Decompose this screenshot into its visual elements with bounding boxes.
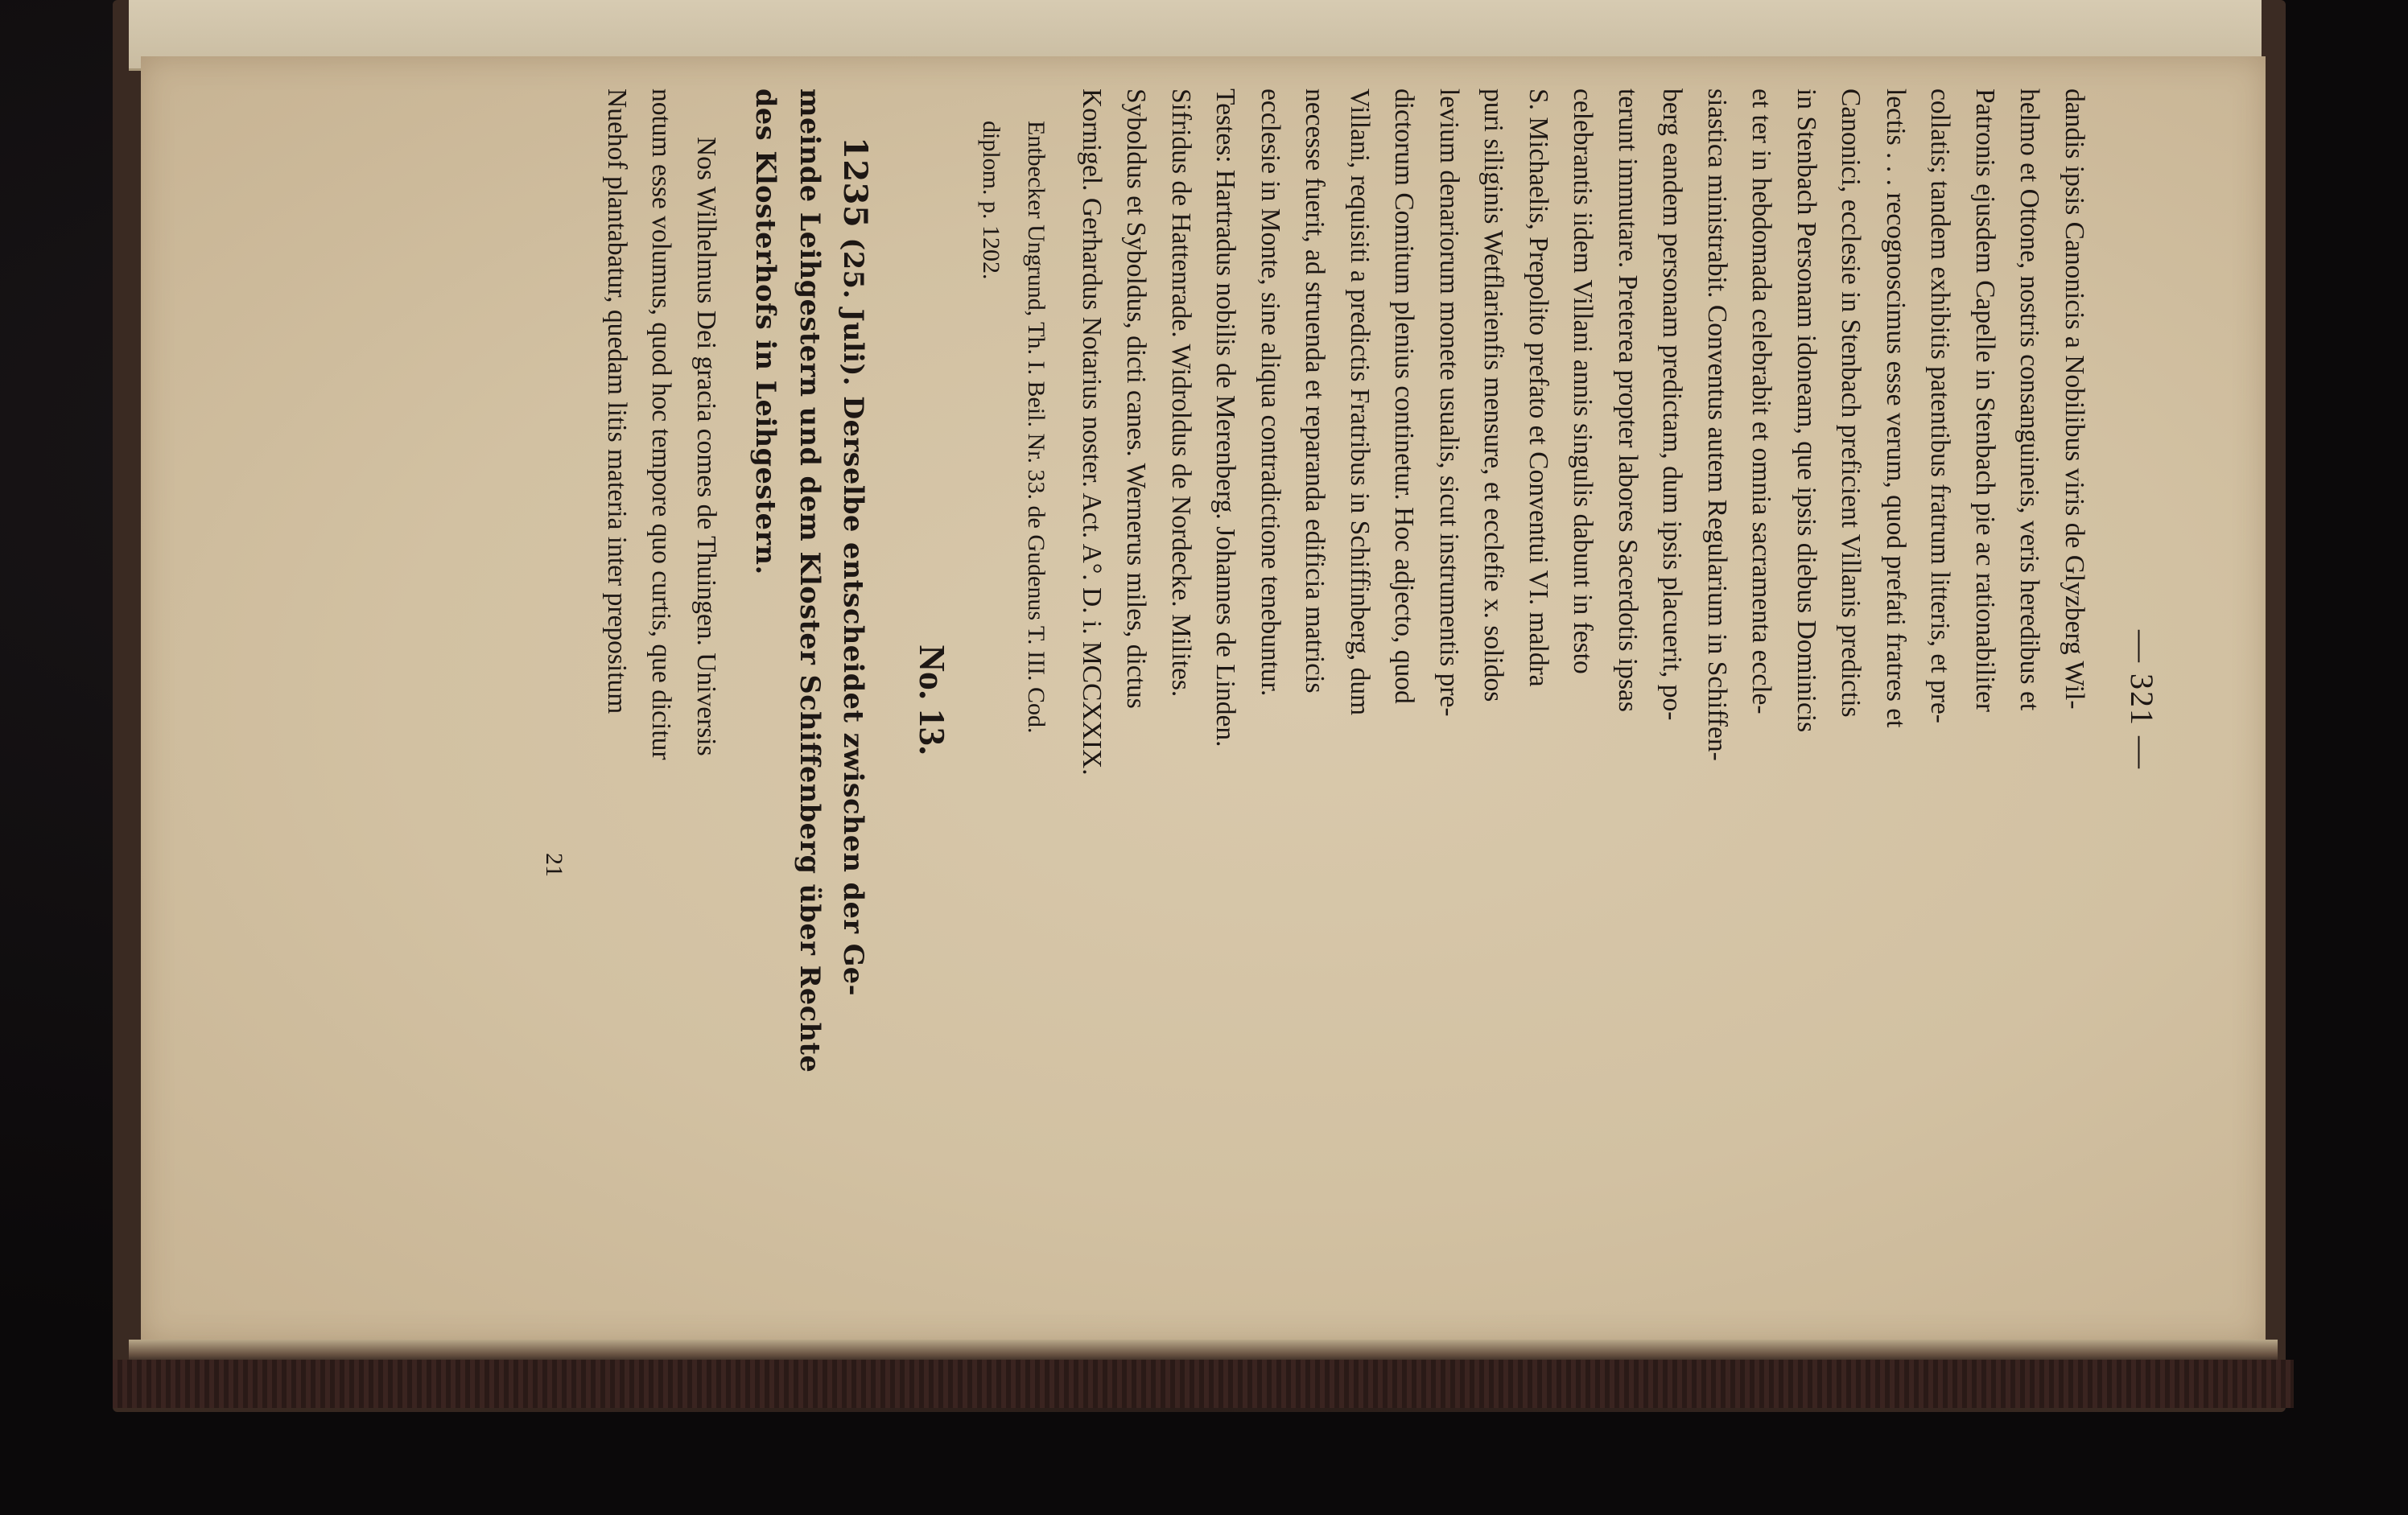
paragraph1-line: berg eandem personam predictam, dum ipsis placuerit, po-: [1657, 89, 1688, 721]
book-binding-edge: [113, 1360, 2294, 1408]
paragraph1-line: lectis . . . recognoscimus esse verum, quod prefati fratres et: [1881, 89, 1911, 728]
paragraph1-line: dandis ipsis Canonicis a Nobilibus viris de Glyzberg Wil-: [2060, 89, 2089, 710]
paragraph2-line: Nuehof plantabatur, quedam litis materia inter prepositum: [602, 89, 632, 714]
paragraph1-line: celebrantis iidem Villani annis singulis dabunt in festo: [1568, 89, 1598, 674]
document-summary: [744, 89, 878, 1311]
paragraph1-line: helmo et Ottone, nostris consanguineis, veris heredibus et: [2014, 89, 2045, 711]
paragraph-1: [1070, 89, 2097, 1311]
signature-mark: 21: [541, 853, 567, 877]
paragraph-2: [595, 89, 729, 1311]
paragraph1-line: Syboldus et Syboldus, dicti canes. Wernerus miles, dictus: [1121, 89, 1152, 709]
paragraph1-line: levium denariorum monete usualis, sicut instrumentis pre-: [1434, 89, 1464, 717]
citation-line: diplom. p. 1202.: [978, 121, 1005, 280]
paragraph2-line: notum esse volumus, quod hoc tempore quo curtis, que dicitur: [646, 89, 677, 760]
summary-line-3: des Klosterhofs in Leihgestern.: [750, 89, 781, 575]
paragraph2-line: Nos Wilhelmus Dei gracia comes de Thuingen. Universis: [691, 137, 721, 756]
paragraph1-line: siastica ministrabit. Conventus autem Regularium in Schiffen-: [1702, 89, 1732, 761]
paragraph1-line: ecclesie in Monte, sine aliqua contradictione tenebuntur.: [1256, 89, 1285, 697]
paragraph1-line: Testes: Hartradus nobilis de Merenberg. Johannes de Linden.: [1210, 89, 1241, 747]
paragraph1-line: Canonici, ecclesie in Stenbach preficient Villanis predictis: [1836, 89, 1866, 718]
citation-line: Entbecker Ungrund, Th. I. Beil. Nr. 33. de Gudenus T. III. Cod.: [1023, 121, 1049, 734]
paragraph1-line: Sifridus de Hattenrade. Widroldus de Nordecke. Milites.: [1166, 89, 1196, 698]
paragraph1-line: Kornigel. Gerhardus Notarius noster. Act. A°. D. i. MCCXXIX.: [1077, 89, 1107, 776]
summary-line-1: 1235 (25. Juli). Derselbe entscheidet zwischen der Ge-: [836, 137, 874, 997]
paragraph1-line: in Stenbach Personam idoneam, que ipsis diebus Dominicis: [1792, 89, 1821, 733]
summary-line-2: meinde Leihgestern und dem Kloster Schiffenberg über Rechte: [794, 89, 827, 1073]
paragraph1-line: Patronis ejusdem Capelle in Stenbach pie ac rationabiliter: [1970, 89, 2000, 712]
paragraph1-line: dictorum Comitum plenius continetur. Hoc adjecto, quod: [1389, 89, 1420, 704]
page-number: — 321 —: [2124, 630, 2160, 770]
citation: [969, 89, 1058, 1311]
paragraph1-line: necesse fuerit, ad struenda et reparanda edificia matricis: [1300, 89, 1330, 694]
paragraph1-line: Villani, requisiti a predictis Fratribus in Schiffinberg, dum: [1345, 89, 1375, 716]
paragraph1-line: S. Michaelis, Prepolito prefato et Conventui VI. maldra: [1524, 89, 1553, 687]
paragraph1-line: terunt immutare. Preterea propter labores Sacerdotis ipsas: [1613, 89, 1643, 712]
paragraph1-line: et ter in hebdomada celebrabit et omnia sacramenta eccle-: [1746, 89, 1777, 714]
summary-date: 1235: [836, 137, 874, 228]
paragraph1-line: collatis; tandem exhibitis patentibus fratrum litteris, et pre-: [1925, 89, 1956, 723]
paragraph1-line: puri siliginis Wetflarienfis mensure, et ecclefie x. solidos: [1478, 89, 1509, 702]
document-number: No. 13.: [912, 644, 953, 755]
rotated-text-block: [197, 89, 2209, 1311]
